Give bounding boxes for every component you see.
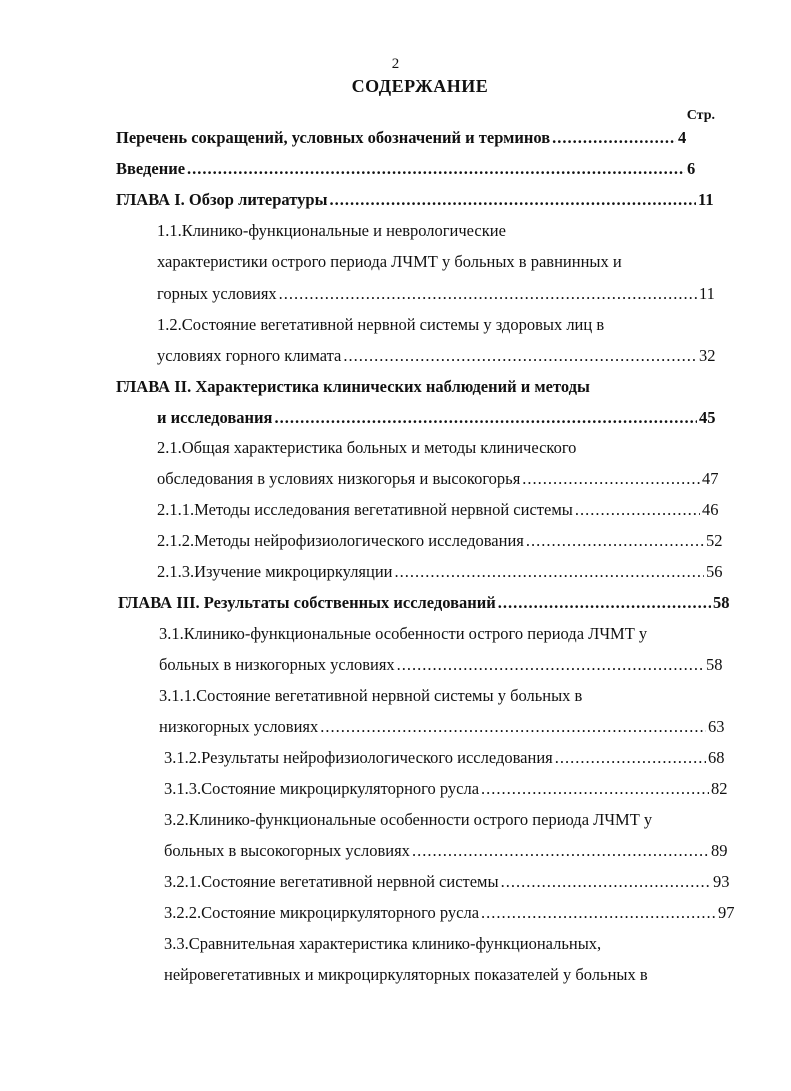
toc-entry-text: больных в низкогорных условиях bbox=[159, 655, 395, 674]
toc-entry-text: 2.1.2.Методы нейрофизиологического исследования bbox=[157, 531, 524, 550]
toc-entry-1-2[interactable] bbox=[157, 346, 717, 366]
leader-dots bbox=[501, 872, 711, 892]
leader-dots bbox=[498, 593, 711, 613]
toc-entry-text: 3.2.2.Состояние микроциркуляторного русла bbox=[164, 903, 480, 922]
leader-dots bbox=[397, 655, 704, 675]
toc-entry-page: 58 bbox=[706, 655, 723, 674]
leader-dots bbox=[575, 500, 700, 520]
toc-entry-2-1[interactable] bbox=[157, 469, 720, 489]
toc-entry-3-2-line-1: 3.2.Клинико-функциональные особенности острого периода ЛЧМТ у bbox=[164, 810, 653, 829]
toc-entry-3-3-line-2: нейровегетативных и микроциркуляторных показателей у больных в bbox=[164, 965, 648, 984]
toc-entry-3-1-1[interactable] bbox=[159, 717, 726, 737]
toc-entry-text: ГЛАВА I. Обзор литературы bbox=[116, 190, 328, 209]
toc-entry-page: 11 bbox=[698, 190, 714, 209]
toc-entry-chapter-2[interactable] bbox=[157, 408, 717, 428]
toc-entry-page: 11 bbox=[699, 284, 715, 303]
toc-entry-3-1-2[interactable] bbox=[164, 748, 726, 768]
toc-entry-page: 97 bbox=[718, 903, 735, 922]
toc-entry-text: горных условиях bbox=[157, 284, 277, 303]
toc-entry-1-1-line-1: 1.1.Клинико-функциональные и неврологические bbox=[157, 221, 506, 240]
leader-dots bbox=[343, 346, 697, 366]
leader-dots bbox=[329, 190, 696, 210]
leader-dots bbox=[279, 284, 697, 304]
leader-dots bbox=[552, 128, 676, 148]
toc-entry-2-1-2[interactable] bbox=[157, 531, 724, 551]
toc-entry-text: больных в высокогорных условиях bbox=[164, 841, 410, 860]
leader-dots bbox=[412, 841, 709, 861]
toc-entry-3-2[interactable] bbox=[164, 841, 729, 861]
leader-dots bbox=[187, 159, 685, 179]
toc-entry-text: Введение bbox=[116, 159, 186, 178]
toc-entry-abbreviations[interactable] bbox=[116, 128, 696, 148]
toc-entry-page: 93 bbox=[713, 872, 730, 891]
toc-entry-page: 46 bbox=[702, 500, 719, 519]
toc-entry-page: 63 bbox=[708, 717, 725, 736]
toc-entry-page: 32 bbox=[699, 346, 716, 365]
toc-entry-3-1-line-1: 3.1.Клинико-функциональные особенности острого периода ЛЧМТ у bbox=[159, 624, 648, 643]
toc-entry-text: 3.1.2.Результаты нейрофизиологического исследования bbox=[164, 748, 553, 767]
toc-entry-3-2-1[interactable] bbox=[164, 872, 731, 892]
page-column-label: Стр. bbox=[686, 108, 715, 123]
toc-entry-text: обследования в условиях низкогорья и высокогорья bbox=[157, 469, 521, 488]
toc-entry-3-1-3[interactable] bbox=[164, 779, 729, 799]
toc-entry-3-2-2[interactable] bbox=[164, 903, 736, 923]
toc-entry-text: 3.2.1.Состояние вегетативной нервной системы bbox=[164, 872, 499, 891]
leader-dots bbox=[395, 562, 704, 582]
toc-entry-1-1-line-2: характеристики острого периода ЛЧМТ у больных в равнинных и bbox=[157, 252, 622, 271]
toc-entry-introduction[interactable] bbox=[116, 159, 705, 179]
toc-entry-1-1[interactable] bbox=[157, 284, 717, 304]
leader-dots bbox=[481, 903, 716, 923]
toc-entry-chapter-3[interactable] bbox=[118, 593, 731, 613]
leader-dots bbox=[522, 469, 700, 489]
toc-entry-text: низкогорных условиях bbox=[159, 717, 319, 736]
page-number: 2 bbox=[391, 56, 400, 72]
toc-entry-text: условиях горного климата bbox=[157, 346, 342, 365]
toc-entry-text: 2.1.3.Изучение микроциркуляции bbox=[157, 562, 393, 581]
toc-entry-page: 47 bbox=[702, 469, 719, 488]
toc-entry-2-1-line-1: 2.1.Общая характеристика больных и методы клинического bbox=[157, 438, 577, 457]
toc-entry-page: 6 bbox=[687, 159, 696, 178]
toc-entry-page: 4 bbox=[678, 128, 687, 147]
toc-entry-page: 56 bbox=[706, 562, 723, 581]
toc-entry-page: 45 bbox=[699, 408, 716, 427]
toc-entry-2-1-3[interactable] bbox=[157, 562, 724, 582]
page-title: СОДЕРЖАНИЕ bbox=[351, 76, 489, 96]
toc-entry-page: 58 bbox=[713, 593, 730, 612]
toc-entry-page: 68 bbox=[708, 748, 725, 767]
toc-entry-text: и исследования bbox=[157, 408, 273, 427]
toc-entry-2-1-1[interactable] bbox=[157, 500, 720, 520]
toc-entry-text: 3.1.3.Состояние микроциркуляторного русла bbox=[164, 779, 480, 798]
toc-entry-page: 52 bbox=[706, 531, 723, 550]
toc-entry-3-1[interactable] bbox=[159, 655, 724, 675]
toc-entry-page: 89 bbox=[711, 841, 728, 860]
toc-entry-text: Перечень сокращений, условных обозначений и терминов bbox=[116, 128, 551, 147]
toc-entry-chapter-1[interactable] bbox=[116, 190, 716, 210]
toc-entry-chapter-2-line-1: ГЛАВА II. Характеристика клинических наблюдений и методы bbox=[116, 377, 590, 396]
toc-entry-1-2-line-1: 1.2.Состояние вегетативной нервной системы у здоровых лиц в bbox=[157, 315, 605, 334]
leader-dots bbox=[274, 408, 697, 428]
toc-entry-text: 2.1.1.Методы исследования вегетативной нервной системы bbox=[157, 500, 573, 519]
leader-dots bbox=[526, 531, 704, 551]
toc-entry-3-3-line-1: 3.3.Сравнительная характеристика клинико-функциональных, bbox=[164, 934, 602, 953]
toc-entry-3-1-1-line-1: 3.1.1.Состояние вегетативной нервной системы у больных в bbox=[159, 686, 583, 705]
leader-dots bbox=[481, 779, 709, 799]
toc-entry-text: ГЛАВА III. Результаты собственных исследований bbox=[118, 593, 496, 612]
leader-dots bbox=[555, 748, 706, 768]
leader-dots bbox=[320, 717, 706, 737]
toc-entry-page: 82 bbox=[711, 779, 728, 798]
